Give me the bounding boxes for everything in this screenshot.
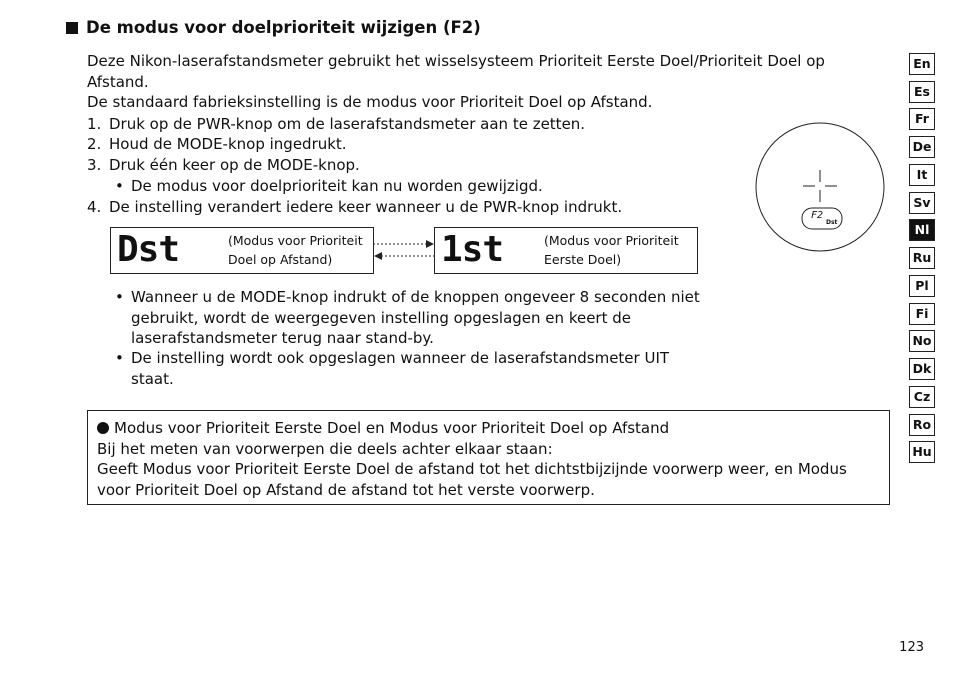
bullet-text: De instelling wordt ook opgeslagen wanneer de laserafstandsmeter UIT <box>131 349 670 367</box>
step-1 <box>87 114 585 135</box>
bullet-item <box>115 287 700 349</box>
step-number: 3. <box>87 156 102 174</box>
lang-tab-nl[interactable]: Nl <box>909 219 935 241</box>
lang-tab-dk[interactable]: Dk <box>909 358 935 380</box>
display-dst-code: Dst <box>117 229 180 270</box>
note-box <box>87 410 890 505</box>
lang-tab-no[interactable]: No <box>909 330 935 352</box>
lang-tab-cz[interactable]: Cz <box>909 386 935 408</box>
caption-line: Doel op Afstand) <box>228 251 333 267</box>
bullet-dot-icon: • <box>115 177 124 195</box>
lang-tab-ro[interactable]: Ro <box>909 414 935 436</box>
note-line: Bij het meten van voorwerpen die deels achter elkaar staan: <box>97 440 553 458</box>
intro-line: Deze Nikon-laserafstandsmeter gebruikt het wisselsysteem Prioriteit Eerste Doel/Prioriteit Doel op <box>87 52 825 70</box>
bullet-dot-icon: • <box>115 349 124 367</box>
bullet-dot-icon: • <box>115 288 124 306</box>
lang-tab-en[interactable]: En <box>909 53 935 75</box>
caption-line: (Modus voor Prioriteit <box>228 233 363 248</box>
display-dst-box <box>110 227 374 274</box>
step-3-bullet <box>115 176 543 197</box>
lang-tab-ru[interactable]: Ru <box>909 247 935 269</box>
note-title-row <box>97 418 669 439</box>
note-line: voor Prioriteit Doel op Afstand de afstand tot het verste voorwerp. <box>97 481 595 499</box>
bullet-text: De modus voor doelprioriteit kan nu worden gewijzigd. <box>131 177 543 195</box>
step-number: 2. <box>87 135 102 153</box>
caption-line: Eerste Doel) <box>544 251 622 267</box>
lang-tab-it[interactable]: It <box>909 164 935 186</box>
viewfinder-mode-label: F2 <box>811 210 824 221</box>
viewfinder-circle-icon <box>755 122 885 252</box>
viewfinder-sub-label: Dst <box>826 219 838 226</box>
note-title: Modus voor Prioriteit Eerste Doel en Modus voor Prioriteit Doel op Afstand <box>114 419 670 437</box>
section-heading <box>66 18 481 37</box>
viewfinder-illustration <box>755 122 885 252</box>
step-number: 4. <box>87 198 102 216</box>
display-1st-box <box>434 227 698 274</box>
step-text: Druk op de PWR-knop om de laserafstandsmeter aan te zetten. <box>109 115 586 133</box>
display-1st-caption <box>544 232 679 269</box>
heading-square-icon <box>66 22 78 34</box>
intro-line: De standaard fabrieksinstelling is de modus voor Prioriteit Doel op Afstand. <box>87 93 653 111</box>
toggle-arrows-icon <box>373 238 435 262</box>
step-text: Houd de MODE-knop ingedrukt. <box>109 135 347 153</box>
heading-text: De modus voor doelprioriteit wijzigen (F2) <box>86 18 481 37</box>
step-4 <box>87 197 622 218</box>
note-line: Geeft Modus voor Prioriteit Eerste Doel de afstand tot het dichtstbijzijnde voorwerp weer, en Modus <box>97 460 847 478</box>
lang-tab-sv[interactable]: Sv <box>909 192 935 214</box>
bullet-item <box>115 348 669 389</box>
display-dst-caption <box>228 232 363 269</box>
lang-tab-de[interactable]: De <box>909 136 935 158</box>
lang-tab-es[interactable]: Es <box>909 81 935 103</box>
step-2 <box>87 134 347 155</box>
lang-tab-hu[interactable]: Hu <box>909 441 935 463</box>
display-1st-code: 1st <box>441 229 504 270</box>
note-bullet-icon <box>97 422 109 434</box>
bullet-text: staat. <box>131 369 174 388</box>
lang-tab-fi[interactable]: Fi <box>909 303 935 325</box>
step-number: 1. <box>87 115 102 133</box>
bullet-text: laserafstandsmeter terug naar stand-by. <box>131 329 434 347</box>
step-3 <box>87 155 360 176</box>
intro-line: Afstand. <box>87 73 149 91</box>
step-text: Druk één keer op de MODE-knop. <box>109 156 360 174</box>
page-number: 123 <box>899 640 924 655</box>
lang-tab-pl[interactable]: Pl <box>909 275 935 297</box>
bullet-text: Wanneer u de MODE-knop indrukt of de knoppen ongeveer 8 seconden niet <box>131 288 700 306</box>
bullet-text: gebruikt, wordt de weergegeven instelling opgeslagen en keert de <box>131 308 631 327</box>
step-text: De instelling verandert iedere keer wanneer u de PWR-knop indrukt. <box>109 198 623 216</box>
lang-tab-fr[interactable]: Fr <box>909 108 935 130</box>
caption-line: (Modus voor Prioriteit <box>544 233 679 248</box>
